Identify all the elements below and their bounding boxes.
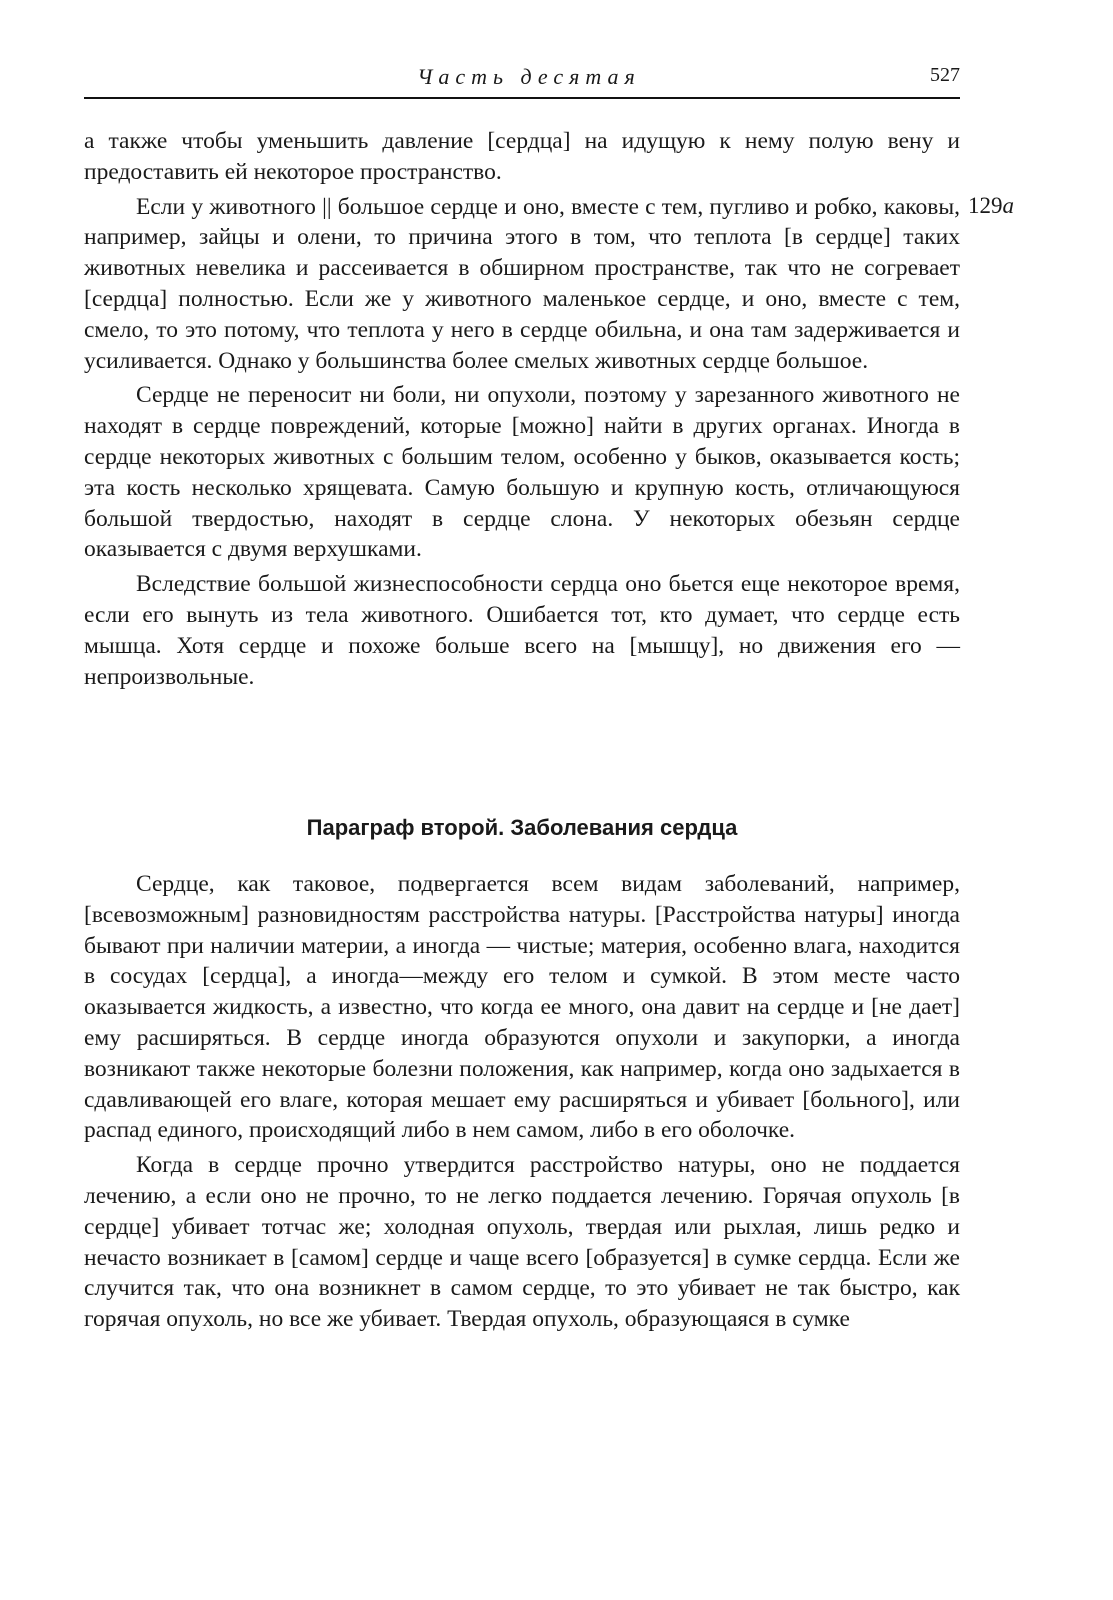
header-rule [84,97,960,99]
body-text-top [84,126,960,692]
paragraph: Сердце, как таковое, подвергается всем видам заболеваний, например, [всевозможным] разновидностям расстройства натуры. [Расстройства натуры] иногда бывают при наличии материи, а иногда — чистые; материя, особенно влага, находится в сосудах [сердца], а иногда—между его телом и сумкой. В этом месте часто оказывается жидкость, а известно, что когда ее много, она давит на сердце и [не дает] ему расширяться. В сердце иногда образуются опухоли и закупорки, а иногда возникают также некоторые болезни положения, как например, когда оно задыхается в сдавливающей его влаге, которая мешает ему расширяться и убивает [больного], или распад единого, происходящий либо в нем самом, либо в его оболочке. [84,871,960,1144]
paragraph-continuation: а также чтобы уменьшить давление [сердца] на идущую к нему полую вену и предоставить ей некоторое пространство. [84,128,960,185]
running-title: Часть десятая [417,64,641,89]
margin-folio-note [968,191,1014,221]
paragraph: Когда в сердце прочно утвердится расстройство натуры, оно не поддается лечению, а если оно не прочно, то не легко поддается лечению. Горячая опухоль [в сердце] убивает тотчас же; холодная опухоль, твердая или рыхлая, лишь редко и нечасто возникает в [самом] сердце и чаще всего [образуется] в сумке сердца. Если же случится так, что она возникнет в самом сердце, то это убивает не так быстро, как горячая опухоль, но все же убивает. Твердая опухоль, образующаяся в сумке [84,1152,960,1333]
running-head [84,62,960,92]
margin-folio-number: 129 [968,193,1003,218]
margin-folio-letter: а [1002,193,1014,218]
paragraph: Если у животного || большое сердце и оно, вместе с тем, пугливо и робко, каковы, например, зайцы и олени, то причина этого в том, что теплота [в сердце] таких животных невелика и рассеивается в обширном пространстве, так что не согревает [сердца] полностью. Если же у животного маленькое сердце, и оно, вместе с тем, смело, то это потому, что теплота у него в сердце обильна, и она там задерживается и усиливается. Однако у большинства более смелых животных сердце большое. [84,193,960,374]
paragraph: Сердце не переносит ни боли, ни опухоли, поэтому у зарезанного животного не находят в сердце повреждений, которые [можно] найти в других органах. Иногда в сердце некоторых животных с большим телом, особенно у быков, оказывается кость; эта кость несколько хрящевата. Самую большую и крупную кость, отличающуюся большой твердостью, находят в сердце слона. У некоторых обезьян сердце оказывается с двумя верхушками. [84,382,960,563]
paragraph: Вследствие большой жизнеспособности сердца оно бьется еще некоторое время, если его вынуть из тела животного. Ошибается тот, кто думает, что сердце есть мышца. Хотя сердце и похоже больше всего на [мышцу], но движения его — непроизвольные. [84,571,960,690]
page-number: 527 [930,64,960,86]
section-heading: Параграф второй. Заболевания сердца [306,815,738,840]
body-text-bottom [84,869,960,1335]
